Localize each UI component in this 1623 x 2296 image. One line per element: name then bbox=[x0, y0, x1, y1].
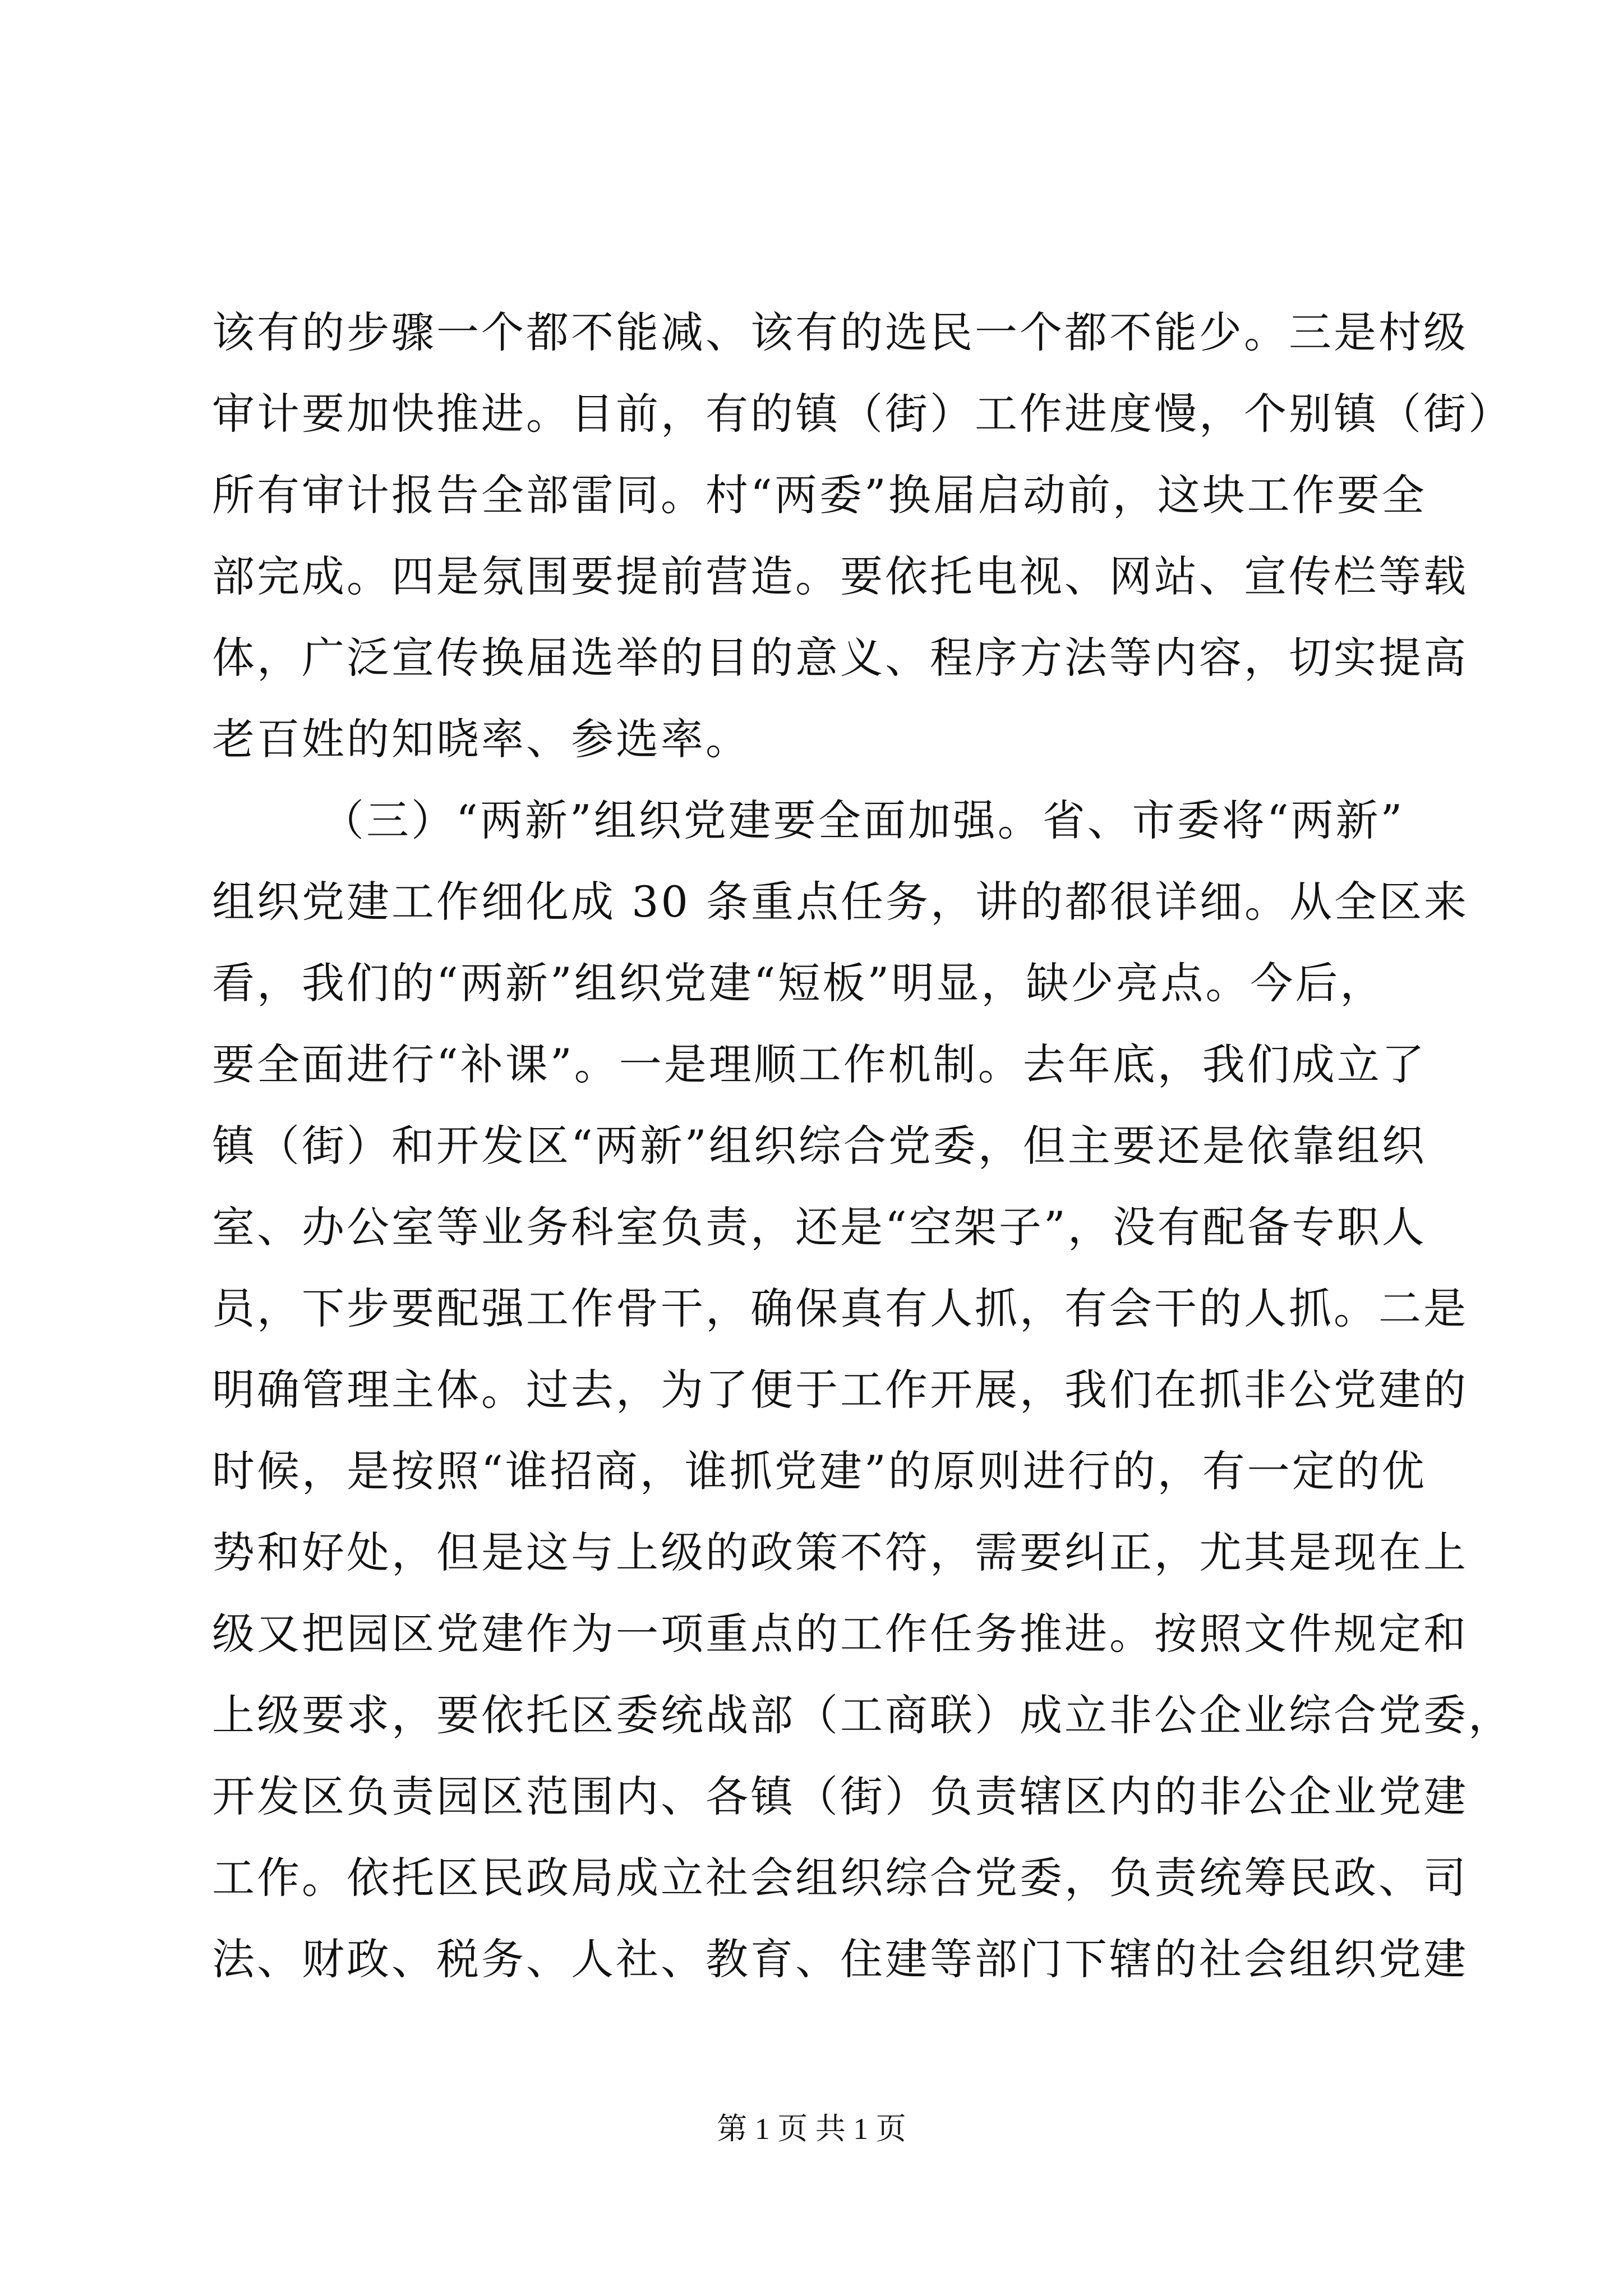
text-line: 员，下步要配强工作骨干，确保真有人抓，有会干的人抓。二是 bbox=[212, 1283, 1468, 1333]
page-number-footer: 第 1 页 共 1 页 bbox=[717, 2112, 906, 2146]
text-line: 该有的步骤一个都不能减、该有的选民一个都不能少。三是村级 bbox=[212, 307, 1468, 357]
text-line: 部完成。四是氛围要提前营造。要依托电视、网站、宣传栏等载 bbox=[212, 551, 1468, 601]
text-line: 老百姓的知晓率、参选率。 bbox=[212, 714, 750, 764]
text-line: 级又把园区党建作为一项重点的工作任务推进。按照文件规定和 bbox=[212, 1609, 1468, 1659]
text-line: 所有审计报告全部雷同。村“两委”换届启动前，这块工作要全 bbox=[212, 470, 1427, 520]
text-line: 要全面进行“补课”。一是理顺工作机制。去年底，我们成立了 bbox=[212, 1039, 1427, 1089]
paragraph-heading-line: （三）“两新”组织党建要全面加强。省、市委将“两新” bbox=[321, 795, 1405, 845]
text-line: 审计要加快推进。目前，有的镇（街）工作进度慢，个别镇（街） bbox=[212, 389, 1513, 439]
text-line: 开发区负责园区范围内、各镇（街）负责辖区内的非公企业党建 bbox=[212, 1772, 1468, 1821]
text-line: 工作。依托区民政局成立社会组织综合党委，负责统筹民政、司 bbox=[212, 1853, 1468, 1903]
text-line: 体，广泛宣传换届选举的目的意义、程序方法等内容，切实提高 bbox=[212, 633, 1468, 683]
text-line: 室、办公室等业务科室负责，还是“空架子”，没有配备专职人 bbox=[212, 1202, 1427, 1252]
text-line: 势和好处，但是这与上级的政策不符，需要纠正，尤其是现在上 bbox=[212, 1527, 1468, 1577]
text-line: 时候，是按照“谁招商，谁抓党建”的原则进行的，有一定的优 bbox=[212, 1446, 1427, 1496]
body-text bbox=[212, 292, 1513, 2000]
text-line: 上级要求，要依托区委统战部（工商联）成立非公企业综合党委， bbox=[212, 1690, 1513, 1740]
text-line: 组织党建工作细化成 30 条重点任务，讲的都很详细。从全区来 bbox=[212, 877, 1469, 927]
text-line: 明确管理主体。过去，为了便于工作开展，我们在抓非公党建的 bbox=[212, 1365, 1468, 1415]
text-line: 法、财政、税务、人社、教育、住建等部门下辖的社会组织党建 bbox=[212, 1934, 1468, 1984]
text-line: 镇（街）和开发区“两新”组织综合党委，但主要还是依靠组织 bbox=[212, 1121, 1427, 1171]
text-line: 看，我们的“两新”组织党建“短板”明显，缺少亮点。今后， bbox=[212, 958, 1385, 1008]
